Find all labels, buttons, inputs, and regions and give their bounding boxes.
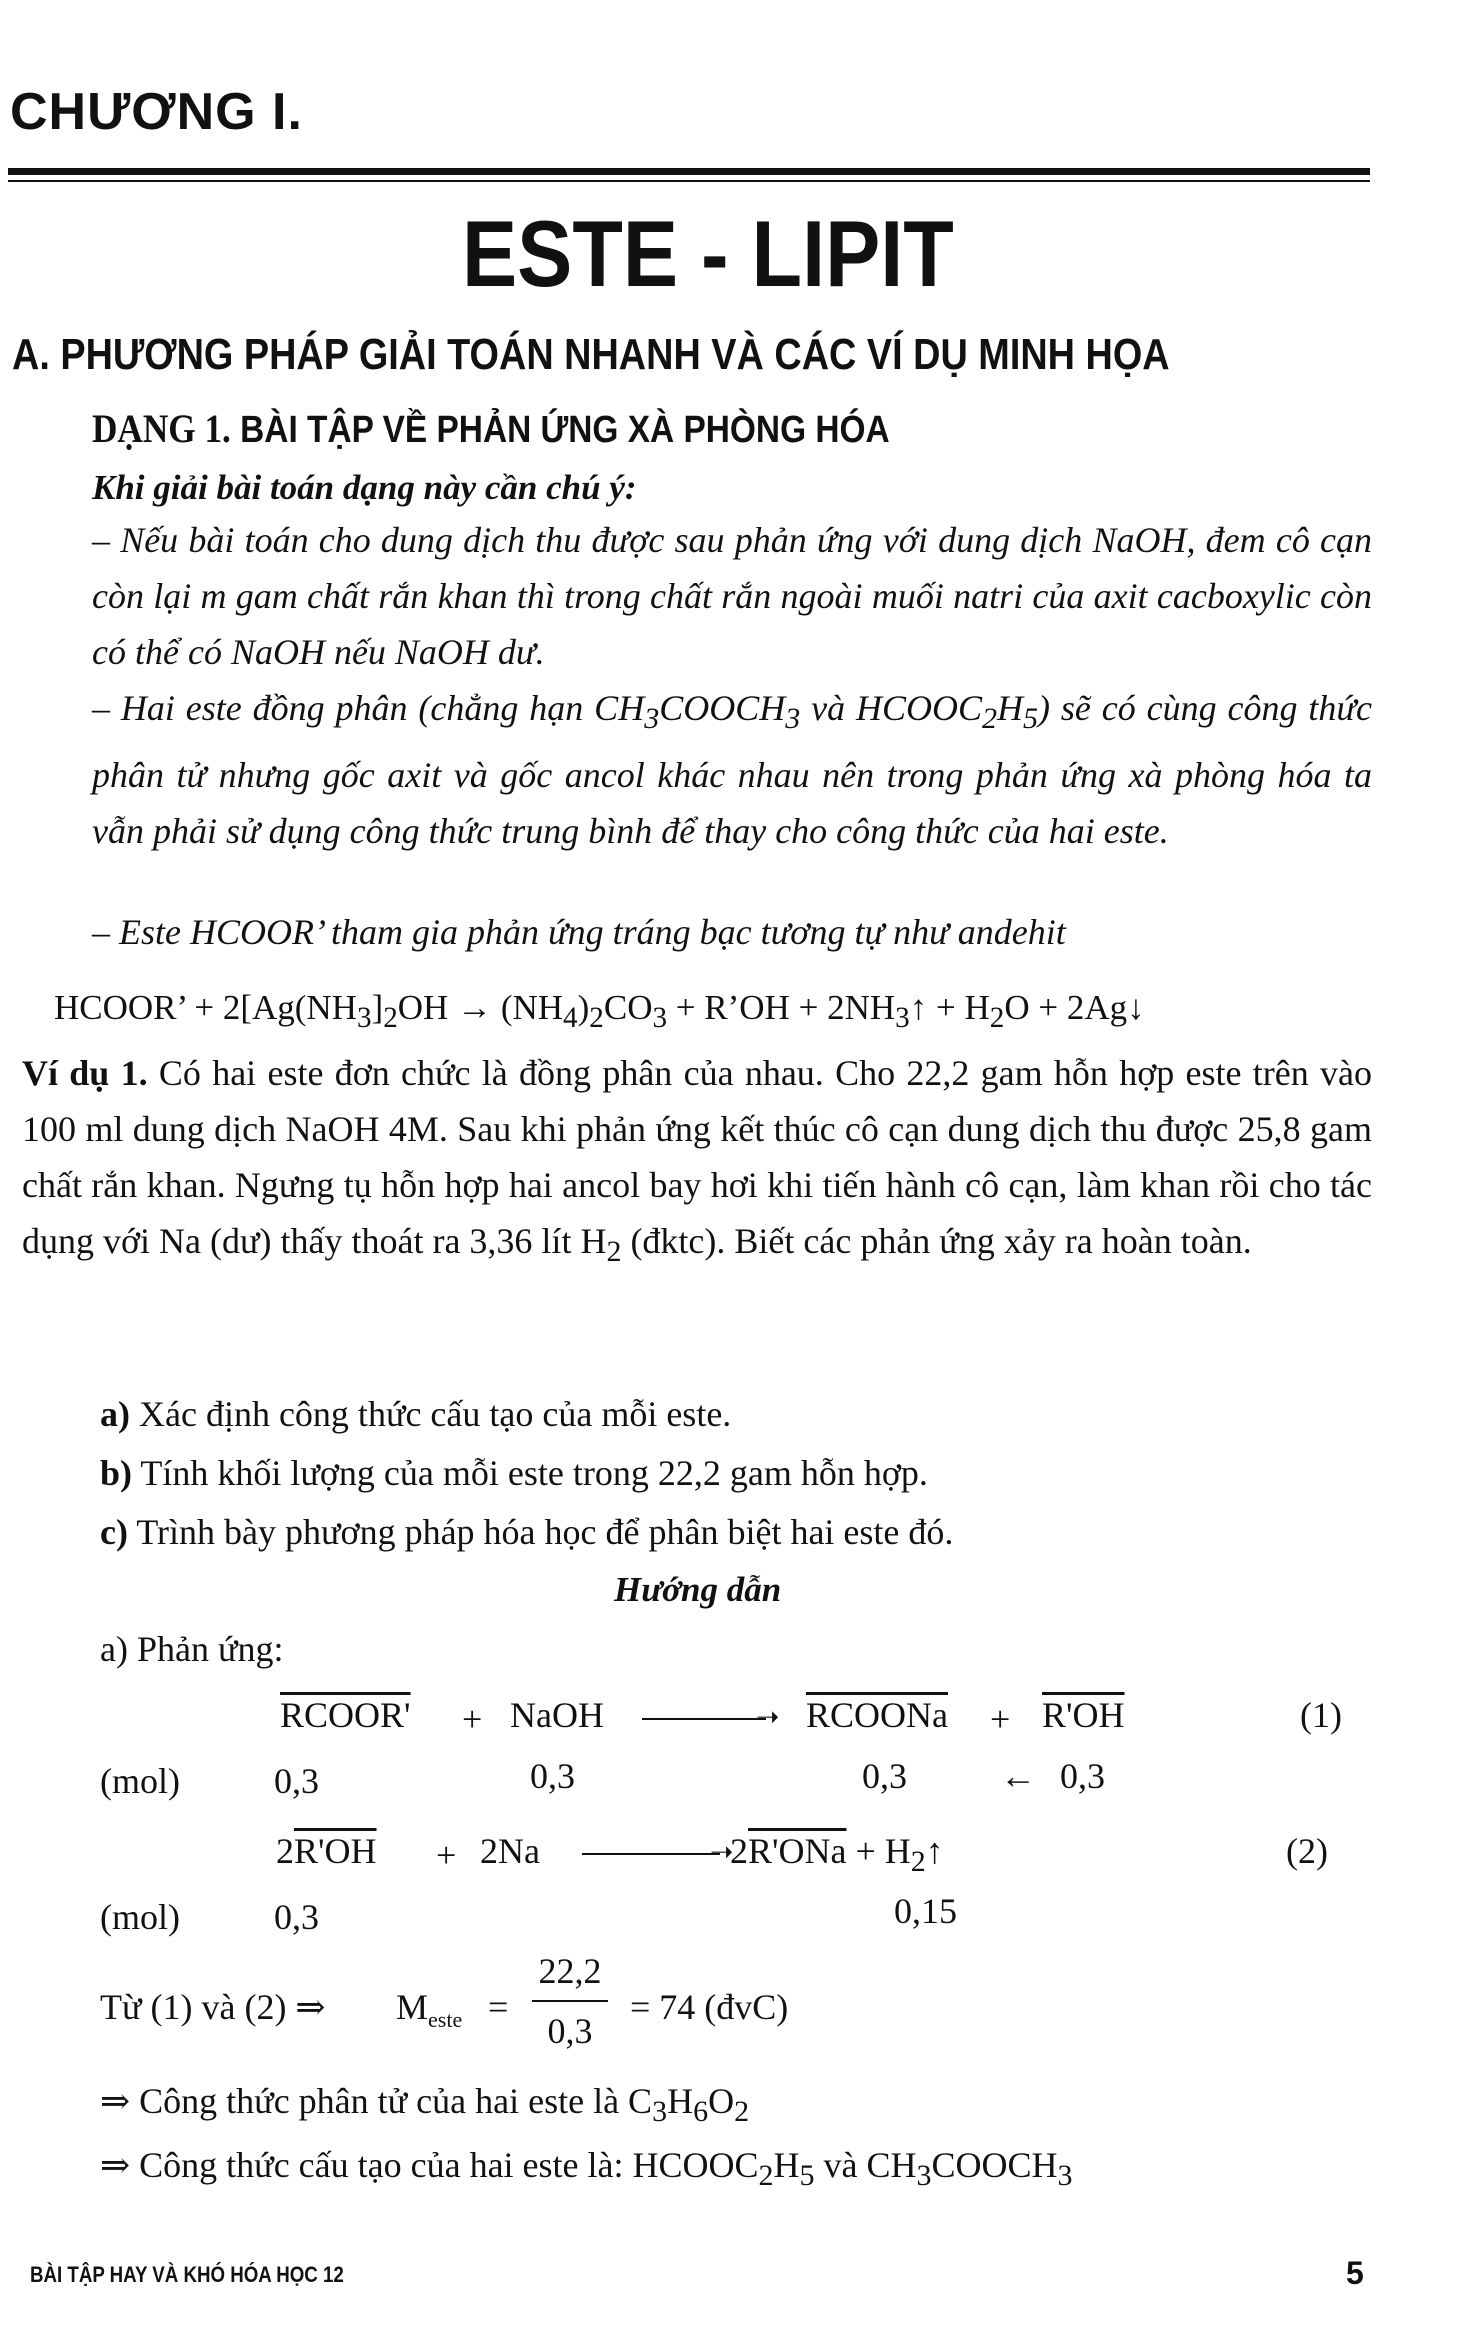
note-1: – Nếu bài toán cho dung dịch thu được sau phản ứng với dung dịch NaOH, đem cô cạn còn lại m gam chất rắn khan thì trong chất rắn ngoài muối natri của axit cacboxylic còn có thể có NaOH nếu NaOH dư. (92, 520, 1372, 672)
heading-rule-thick (8, 168, 1370, 175)
arrow-head-icon: ➝ (756, 1702, 780, 1733)
mol-label: (mol) (100, 1897, 180, 1937)
page-number: 5 (1346, 2255, 1364, 2291)
reactant-naoh: NaOH (510, 1695, 604, 1735)
plus-sign: + (990, 1699, 1011, 1739)
mol-value: 0,3 (862, 1756, 907, 1796)
calc-result: = 74 (đvC) (630, 1987, 789, 2027)
question-c: c) Trình bày phương pháp hóa học để phân biệt hai este đó. (100, 1512, 954, 1552)
question-b: b) Tính khối lượng của mỗi este trong 22,2 gam hỗn hợp. (100, 1453, 928, 1493)
mol-value: 0,3 (274, 1761, 319, 1801)
question-a: a) Xác định công thức cấu tạo của mỗi este. (100, 1394, 732, 1434)
conclusion-structure: ⇒ Công thức cấu tạo của hai este là: $HCOOC_2H_5$ và $CH_3COOCH_3$ (100, 2145, 1073, 2193)
plus-sign: + (436, 1835, 457, 1875)
fraction-bar (532, 2000, 608, 2002)
left-arrow-icon: ← (1000, 1756, 1036, 1796)
mol-label: (mol) (100, 1761, 180, 1801)
heading-rule-thin (8, 180, 1370, 182)
calc-prefix: Từ (1) và (2) ⇒ (100, 1987, 326, 2027)
reaction-arrow-1 (642, 1718, 766, 1720)
chapter-heading: CHƯƠNG I. (10, 83, 303, 141)
guide-heading: Hướng dẫn (614, 1570, 782, 1609)
note-3: – Este HCOOR’ tham gia phản ứng tráng bạc tương tự như andehit (92, 912, 1066, 952)
mol-value: 0,3 (274, 1897, 319, 1937)
note-heading: Khi giải bài toán dạng này cần chú ý: (92, 468, 637, 507)
dang-title: BÀI TẬP VỀ PHẢN ỨNG XÀ PHÒNG HÓA (240, 409, 890, 451)
dang-heading (92, 405, 890, 452)
part-a-label: a) Phản ứng: (100, 1629, 284, 1669)
example-label: Ví dụ 1. (22, 1053, 148, 1093)
equation-number-1: (1) (1300, 1695, 1342, 1735)
reaction-2-rhs: $2R'ONa + H_2↑$ (730, 1831, 944, 1879)
plus-sign: + (462, 1699, 483, 1739)
footer-book-title: BÀI TẬP HAY VÀ KHÓ HÓA HỌC 12 (30, 2262, 344, 2287)
equals-sign: = (488, 1987, 509, 2027)
page-title: ESTE - LIPIT (462, 201, 954, 306)
conclusion-formula: ⇒ Công thức phân tử của hai este là $C_3H_6O_2$ (100, 2081, 750, 2129)
reaction-2-lhs: 2R'OH (276, 1831, 377, 1871)
note-2: – Hai este đồng phân (chẳng hạn $CH_3COOCH_3$ và $HCOOC_2H_5$) sẽ có cùng công thức phân tử nhưng gốc axit và gốc ancol khác nhau nên trong phản ứng xà phòng hóa ta vẫn phải sử dụng công thức trung bình để thay cho công thức của hai este. (92, 688, 1372, 852)
dang-lead: DẠNG 1. (92, 406, 231, 451)
reactant-ester: RCOOR' (280, 1695, 411, 1735)
silver-mirror-equation: HCOOR’ + $2[Ag(NH_3]_2OH \to (NH_4)_2CO_3$ + R’OH + $2NH_3↑ + H_2O$ + 2Ag↓ (54, 988, 1145, 1034)
arrow-head-icon: ➝ (710, 1837, 734, 1868)
fraction-numerator: 22,2 (538, 1951, 602, 1991)
example-1: Ví dụ 1. Có hai este đơn chức là đồng phân của nhau. Cho 22,2 gam hỗn hợp este trên vào 100 ml dung dịch NaOH 4M. Sau khi phản ứng kết thúc cô cạn dung dịch thu được 25,8 gam chất rắn khan. Ngưng tụ hỗn hợp hai ancol bay hơi khi tiến hành cô cạn, làm khan rồi cho tác dụng với Na (dư) thấy thoát ra 3,36 lít $H_2$ (đktc). Biết các phản ứng xảy ra hoàn toàn. (22, 1053, 1373, 1269)
fraction-denominator: 0,3 (547, 2011, 593, 2051)
mol-value: 0,3 (530, 1756, 575, 1796)
equation-number-2: (2) (1286, 1831, 1328, 1871)
molar-mass-symbol: $M_{este}$ (396, 1987, 463, 2033)
reactant-sodium: 2Na (480, 1831, 540, 1871)
product-alcohol: R'OH (1042, 1695, 1125, 1735)
product-salt: RCOONa (806, 1695, 948, 1735)
reaction-arrow-2 (582, 1853, 720, 1855)
section-a-heading: A. PHƯƠNG PHÁP GIẢI TOÁN NHANH VÀ CÁC VÍ DỤ MINH HỌA (12, 330, 1170, 379)
mol-value: 0,15 (894, 1891, 957, 1931)
mol-value: 0,3 (1060, 1756, 1105, 1796)
